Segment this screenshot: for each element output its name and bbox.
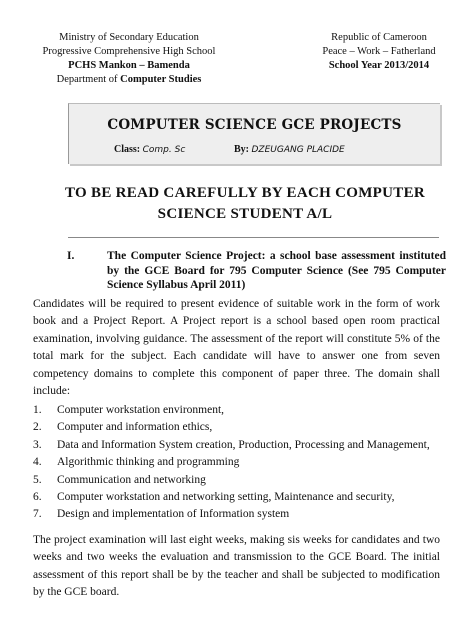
- department-name: Computer Studies: [120, 74, 202, 85]
- motto-line: Peace – Work – Fatherland: [322, 46, 436, 57]
- divider: [68, 237, 439, 238]
- list-item: [33, 454, 440, 471]
- list-item-text: Computer workstation and networking setting, Maintenance and security,: [57, 491, 395, 504]
- list-item-number: 7.: [33, 508, 42, 521]
- document-title: [50, 183, 440, 225]
- list-item-text: Data and Information System creation, Production, Processing and Management,: [57, 438, 430, 451]
- list-item: [33, 419, 440, 436]
- section-text: The Computer Science Project: a school base assessment instituted by the GCE Board for 795 Computer Science (See 795 Computer Science Syllabus April 2011): [107, 250, 446, 291]
- document-title-line2: SCIENCE STUDENT A/L: [157, 206, 333, 222]
- author-row: [234, 144, 345, 155]
- list-item-text: Algorithmic thinking and programming: [57, 456, 240, 469]
- list-item-number: 3.: [33, 438, 42, 451]
- class-value: Comp. Sc: [142, 145, 186, 155]
- list-item-number: 2.: [33, 421, 42, 434]
- republic-line: Republic of Cameroon: [331, 32, 427, 43]
- school-location-line: PCHS Mankon – Bamenda: [68, 60, 190, 71]
- header-left: [24, 31, 234, 87]
- title-banner: [68, 103, 440, 164]
- author-value: DZEUGANG PLACIDE: [251, 145, 345, 155]
- document-title-line1: TO BE READ CAREFULLY BY EACH COMPUTER: [64, 185, 426, 201]
- list-item-number: 1.: [33, 404, 42, 416]
- class-label: Class:: [114, 144, 141, 155]
- list-item-text: Computer workstation environment,: [57, 404, 225, 416]
- section-number: I.: [67, 250, 75, 262]
- school-line: Progressive Comprehensive High School: [42, 46, 216, 57]
- list-item: [33, 472, 440, 489]
- list-item-text: Computer and information ethics,: [57, 421, 213, 434]
- list-item: [33, 437, 440, 454]
- list-item-text: Design and implementation of Information system: [57, 508, 290, 521]
- list-item: [33, 489, 440, 506]
- list-item: [33, 506, 440, 523]
- list-item-text: Communication and networking: [57, 473, 206, 486]
- class-row: [114, 144, 185, 155]
- author-label: By:: [234, 144, 249, 155]
- header-right: [300, 31, 458, 73]
- list-item-number: 4.: [33, 456, 42, 469]
- list-item: [33, 402, 440, 419]
- list-item-number: 6.: [33, 491, 42, 504]
- intro-paragraph: Candidates will be required to present evidence of suitable work in the form of work book and a Project Report. A Project report is a school based open room practical examination, involving guidance. The assessment of the report will constitute 5% of the total mark for the subject. Each candidate will have to answer one from seven competency domains to complete this component of paper three. The domain shall include:: [33, 298, 440, 398]
- closing-paragraph: The project examination will last eight weeks, making sis weeks for candidates and two weeks and two weeks the evaluation and transmission to the GCE Board. The initial assessment of this report shall be by the teacher and shall be subjected to modification by the GCE board.: [33, 534, 440, 599]
- ministry-line: Ministry of Secondary Education: [59, 32, 199, 43]
- department-line: [24, 73, 234, 87]
- banner-title: COMPUTER SCIENCE GCE PROJECTS: [107, 117, 402, 133]
- list-item-number: 5.: [33, 473, 42, 486]
- school-year-line: School Year 2013/2014: [328, 60, 430, 71]
- department-prefix: Department of: [56, 74, 121, 85]
- domain-list: [33, 402, 440, 524]
